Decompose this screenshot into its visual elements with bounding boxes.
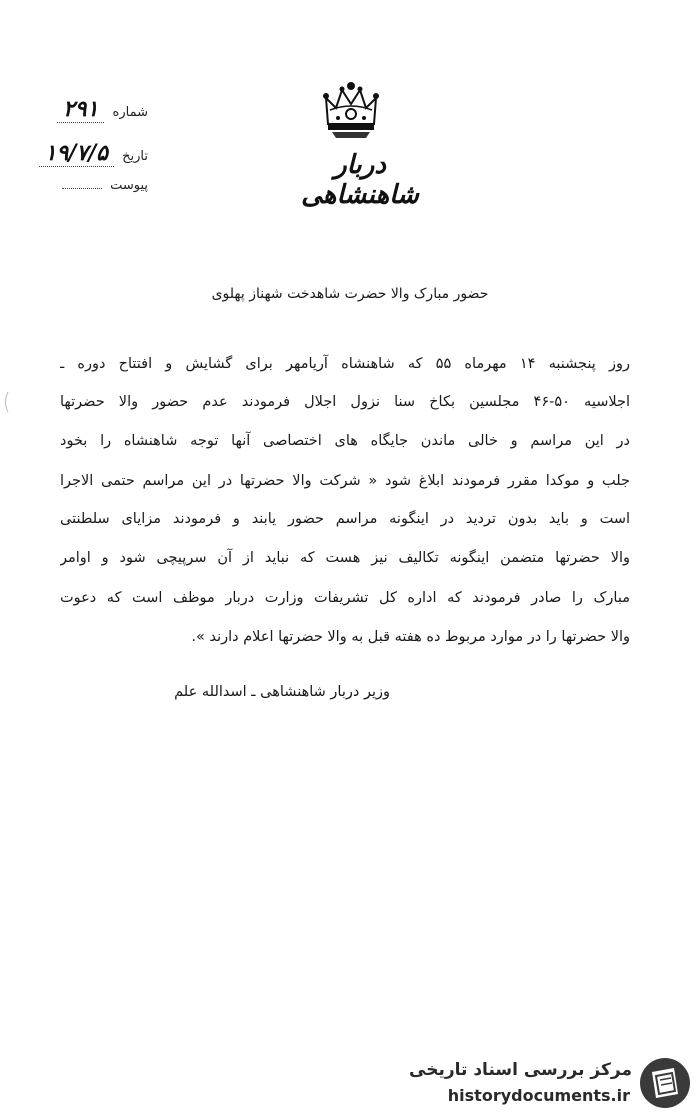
date-label: تاریخ bbox=[122, 149, 148, 164]
body-line: اجلاسیه ۵۰-۴۶ مجلسین بکاخ سنا نزول اجلال فرمودند عدم حضور والا حضرتها bbox=[60, 394, 630, 410]
letter-attachment-field bbox=[60, 178, 148, 193]
court-title: دربار شاهنشاهی bbox=[301, 150, 419, 210]
body-line: والا حضرتها را در موارد مربوط ده هفته قبل به والا حضرتها اعلام دارند ». bbox=[191, 629, 630, 645]
letter-number-field bbox=[28, 96, 148, 123]
date-value: ۱۹/۷/۵ bbox=[39, 140, 114, 167]
body-line: جلب و موکدا مقرر فرمودند ابلاغ شود « شرکت والا حضرتها در این مراسم حتمی الاجرا bbox=[60, 473, 630, 489]
body-line: روز پنجشنبه ۱۴ مهرماه ۵۵ که شاهنشاه آریامهر برای گشایش و افتتاح دوره ـ bbox=[60, 356, 630, 372]
crown-emblem-icon bbox=[322, 80, 380, 140]
body-line: است و باید بدون تردید در اینگونه مراسم حضور یابند و فرمودند مزایای سلطنتی bbox=[60, 511, 630, 527]
watermark-url: historydocuments.ir bbox=[447, 1086, 630, 1105]
margin-mark-icon bbox=[2, 390, 10, 414]
body-line: در این مراسم و خالی ماندن جایگاه های اختصاصی آنها توجه شاهنشاه را بخود bbox=[60, 433, 630, 449]
salutation: حضور مبارک والا حضرت شاهدخت شهناز پهلوی bbox=[211, 286, 489, 302]
number-value: ۲۹۱ bbox=[57, 96, 104, 123]
archive-watermark bbox=[410, 1056, 692, 1112]
number-label: شماره bbox=[112, 105, 148, 120]
body-line: والا حضرتها متضمن اینگونه تکالیف نیز هست که نباید از آن سرپیچی شود و اوامر bbox=[60, 550, 630, 566]
letter-date-field bbox=[10, 140, 148, 167]
attachment-blank bbox=[62, 188, 102, 189]
watermark-title: مرکز بررسی اسناد تاریخی bbox=[409, 1060, 632, 1080]
body-line: مبارک را صادر فرمودند که اداره کل تشریفات وزارت دربار موظف است که دعوت bbox=[60, 590, 630, 606]
archive-logo-icon bbox=[638, 1056, 692, 1110]
signature-line: وزیر دربار شاهنشاهی ـ اسدالله علم bbox=[174, 684, 390, 700]
attachment-label: پیوست bbox=[110, 178, 148, 193]
